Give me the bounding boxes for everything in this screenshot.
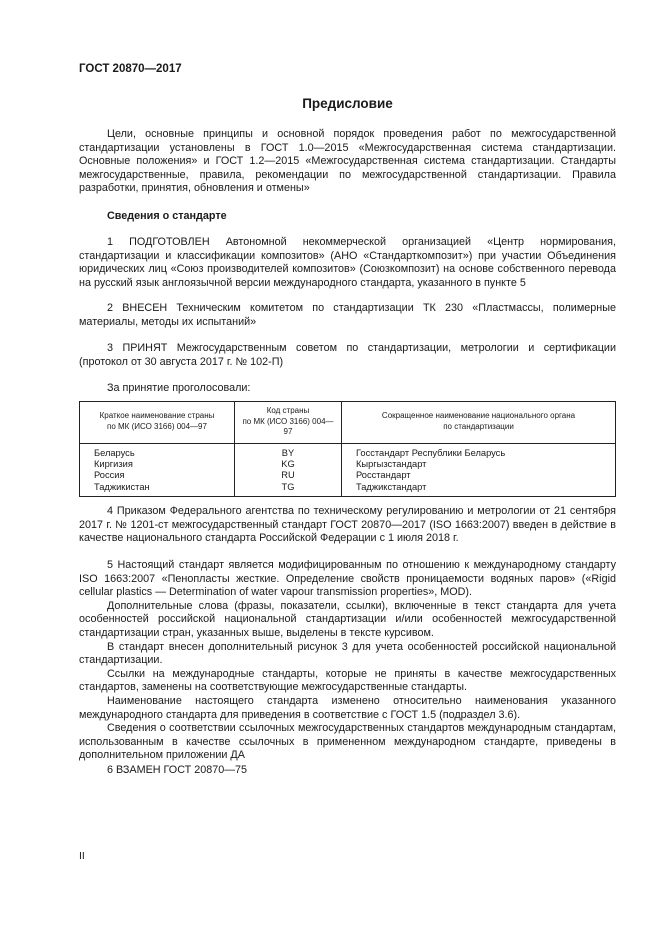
table-cell: Росстандарт [356, 470, 411, 481]
country-name-column [80, 443, 235, 497]
table-header-agency: Сокращенное наименование национального органа по стандартизации [342, 402, 616, 444]
item-5-paragraph: 5 Настоящий стандарт является модифицированным по отношению к международному стандарту ISO 1663:2007 «Пенопласты жесткие. Определение свойств проницаемости водяных паров» («Rigid cellular plastics — Determination of water vapour transmission properties», MOD). [79, 559, 616, 599]
table-header-row [80, 402, 616, 444]
item-3-text: 3 ПРИНЯТ Межгосударственным советом по стандартизации, метрологии и сертификации (протокол от 30 августа 2017 г. № 102-П) [79, 342, 616, 368]
table-cell: RU [281, 470, 295, 481]
section-subheading [79, 210, 616, 224]
subheading-text: Сведения о стандарте [107, 210, 227, 222]
table-header-code: Код страны по МК (ИСО 3166) 004—97 [235, 402, 342, 444]
item-1-text: 1 ПОДГОТОВЛЕН Автономной некоммерческой организацией «Центр нормирования, стандартизации и классификации композитов» (АНО «Стандарткомпозит») при участии Объединения юридических лиц «Союз производителей композитов» (Союзкомпозит) на основе собственного перевода на русский язык англоязычной версии международного стандарта, указанного в пункте 5 [79, 236, 616, 289]
table-cell: BY [281, 447, 295, 458]
item-5-paragraph: Наименование настоящего стандарта изменено относительно наименования указанного международного стандарта для приведения в соответствие с ГОСТ 1.5 (подраздел 3.6). [79, 694, 616, 721]
intro-paragraph [79, 128, 616, 196]
page-title: Предисловие [302, 96, 393, 111]
vote-label [79, 382, 616, 396]
table-cell: Россия [94, 470, 125, 481]
country-code-column [235, 443, 342, 497]
item-5-paragraph: В стандарт внесен дополнительный рисунок 3 для учета особенностей российской национальной стандартизации. [79, 640, 616, 667]
item-2-text: 2 ВНЕСЕН Техническим комитетом по стандартизации ТК 230 «Пластмассы, полимерные материалы, методы их испытаний» [79, 302, 616, 328]
item-6-text: 6 ВЗАМЕН ГОСТ 20870—75 [107, 764, 248, 776]
voting-countries-table [79, 401, 616, 497]
table-header-country: Краткое наименование страны по МК (ИСО 3166) 004—97 [80, 402, 235, 444]
table-cell: Госстандарт Республики Беларусь [356, 447, 506, 458]
table-cell: Таджикистан [94, 481, 150, 492]
agency-name-column [342, 443, 616, 497]
item-3 [79, 342, 616, 369]
item-2 [79, 302, 616, 329]
intro-text: Цели, основные принципы и основной порядок проведения работ по межгосударственной стандартизации установлены в ГОСТ 1.0—2015 «Межгосударственная система стандартизации. Основные положения» и ГОСТ 1.2—2015 «Межгосударственная система стандартизации. Стандарты межгосударственные, правила, рекомендации по межгосударственной стандартизации. Правила разработки, принятия, обновления и отмены» [79, 128, 616, 195]
page-number: II [79, 850, 85, 862]
vote-label-text: За принятие проголосовали: [107, 382, 251, 394]
table-cell: TG [281, 481, 295, 492]
item-1 [79, 236, 616, 290]
table-cell: Кыргызстандарт [356, 458, 427, 469]
item-4-text: 4 Приказом Федерального агентства по техническому регулированию и метрологии от 21 сентября 2017 г. № 1201-ст межгосударственный стандарт ГОСТ 20870—2017 (ISO 1663:2007) введен в действие в качестве национального стандарта Российской Федерации с 1 июля 2018 г. [79, 505, 616, 545]
table-cell: Киргизия [94, 458, 133, 469]
table-body [80, 443, 616, 497]
table-cell: Таджикстандарт [356, 481, 427, 492]
item-4 [79, 505, 616, 546]
table-cell: Беларусь [94, 447, 135, 458]
item-5 [79, 559, 616, 763]
item-6 [79, 764, 616, 778]
item-5-paragraph: Сведения о соответствии ссылочных межгосударственных стандартов международным стандартам, использованным в качестве ссылочных в примененном международном стандарте, приведены в дополнительном приложении ДА [79, 722, 616, 762]
item-5-paragraph: Ссылки на международные стандарты, которые не приняты в качестве межгосударственных стандартов, заменены на соответствующие межгосударственные стандарты. [79, 667, 616, 694]
table-cell: KG [281, 458, 295, 469]
document-code-header: ГОСТ 20870—2017 [79, 63, 182, 75]
item-5-paragraph: Дополнительные слова (фразы, показатели, ссылки), включенные в текст стандарта для учета особенностей российской национальной стандартизации и/или особенностей межгосударственной стандартизации стран, указанных выше, выделены в тексте курсивом. [79, 599, 616, 639]
